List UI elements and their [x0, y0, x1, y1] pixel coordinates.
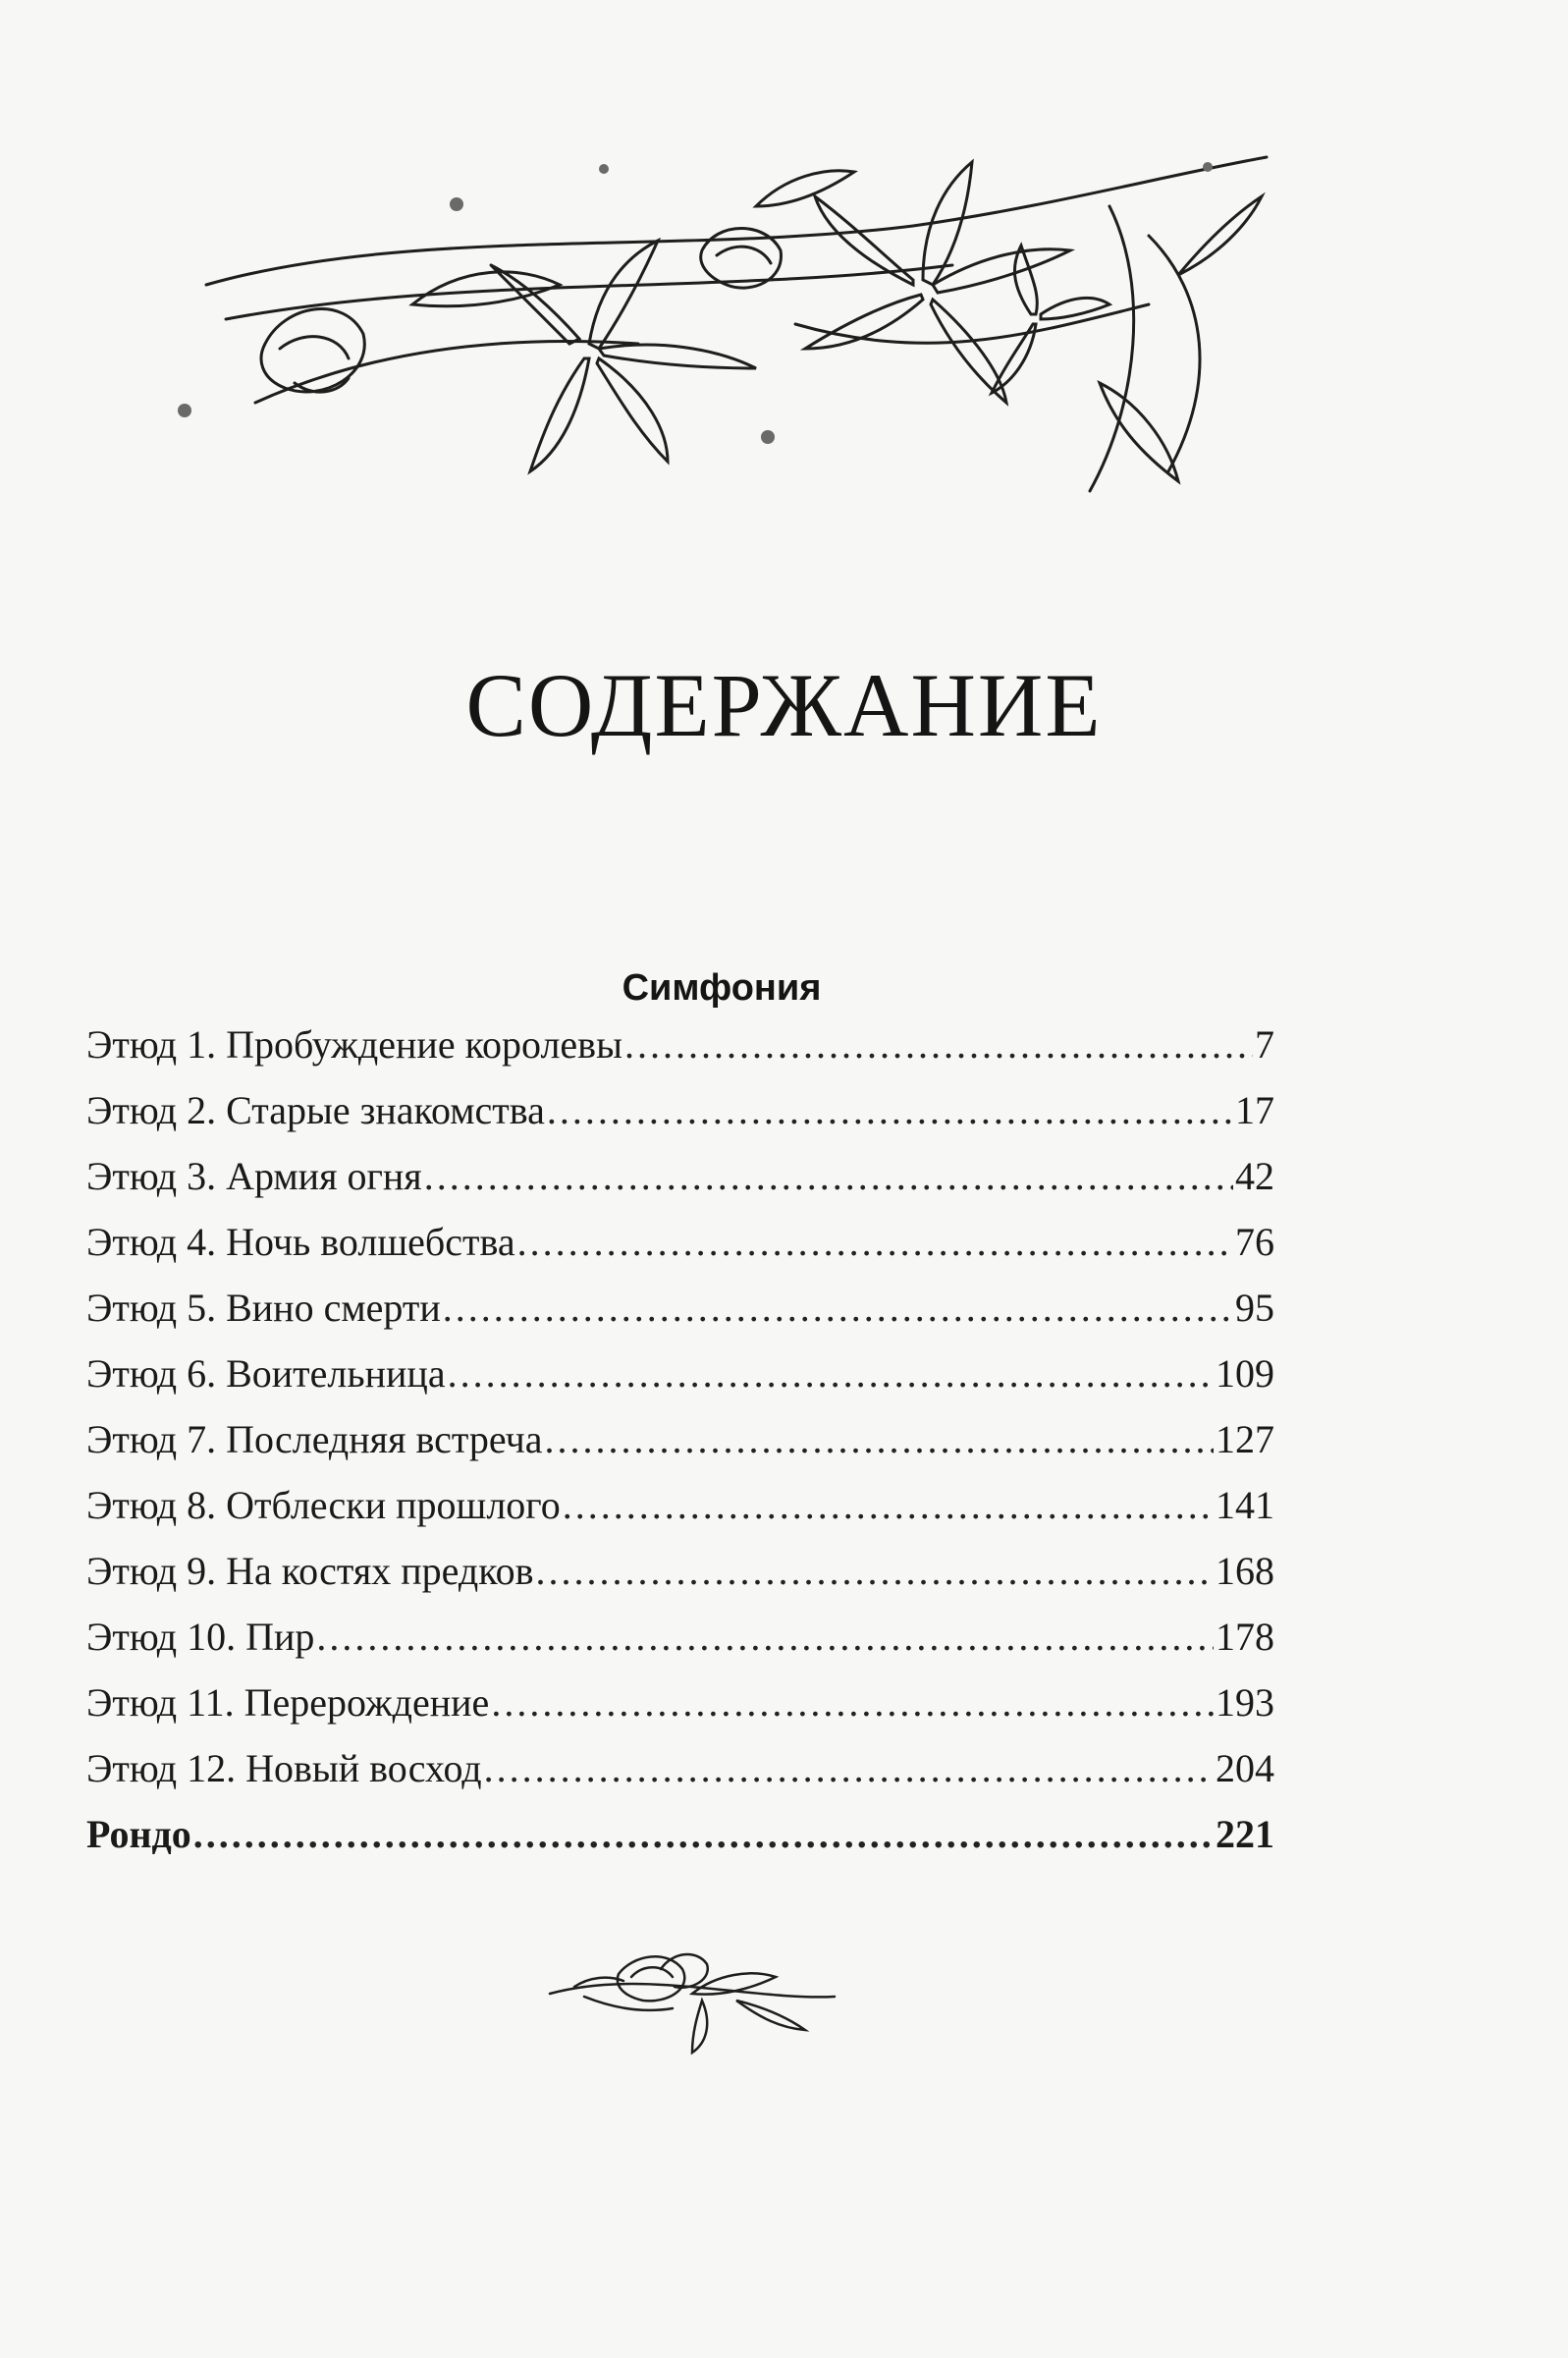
toc-entry — [86, 1614, 1274, 1679]
toc-entry-title: Этюд 8. Отблески прошлого — [86, 1483, 561, 1527]
toc-leader-dots — [563, 1482, 1214, 1528]
toc-entry-page: 109 — [1216, 1351, 1274, 1396]
toc-entry-title: Этюд 11. Перерождение — [86, 1680, 490, 1725]
page-title: СОДЕРЖАНИЕ — [465, 655, 1103, 755]
toc-leader-dots — [316, 1614, 1214, 1660]
toc-entry — [86, 1285, 1274, 1350]
toc-entry — [86, 1153, 1274, 1219]
toc-entry-page: 127 — [1216, 1417, 1274, 1461]
toc-entry-title: Этюд 4. Ночь волшебства — [86, 1220, 515, 1264]
toc-entry-title: Рондо — [86, 1812, 191, 1856]
toc-leader-dots — [544, 1416, 1214, 1462]
flower-bud-ornament-icon — [545, 1940, 839, 2057]
toc-entry-title: Этюд 2. Старые знакомства — [86, 1088, 545, 1132]
toc-entry-title: Этюд 12. Новый восход — [86, 1746, 482, 1790]
toc-entry-page: 204 — [1216, 1746, 1274, 1790]
toc-leader-dots — [424, 1153, 1233, 1199]
toc-entry-title: Этюд 3. Армия огня — [86, 1154, 422, 1198]
toc-entry-page: 7 — [1255, 1022, 1274, 1067]
toc-leader-dots — [491, 1679, 1214, 1726]
toc-entry — [86, 1745, 1274, 1811]
toc-leader-dots — [448, 1350, 1214, 1397]
toc-entry — [86, 1548, 1274, 1614]
toc-leader-dots — [517, 1219, 1233, 1265]
toc-entry-title: Этюд 1. Пробуждение королевы — [86, 1022, 622, 1067]
toc-entry-page: 141 — [1216, 1483, 1274, 1527]
toc-entry-title: Этюд 5. Вино смерти — [86, 1286, 441, 1330]
toc-leader-dots — [193, 1811, 1214, 1857]
toc-entry-title: Этюд 6. Воительница — [86, 1351, 446, 1396]
toc-entry-page: 95 — [1235, 1286, 1274, 1330]
toc-entry-page: 76 — [1235, 1220, 1274, 1264]
toc-entry-page: 193 — [1216, 1680, 1274, 1725]
toc-leader-dots — [484, 1745, 1214, 1791]
toc-entry-page: 168 — [1216, 1549, 1274, 1593]
toc-leader-dots — [547, 1087, 1233, 1133]
toc-entry — [86, 1416, 1274, 1482]
toc-entry-page: 221 — [1216, 1812, 1274, 1856]
toc-entry-rondo — [86, 1811, 1274, 1877]
toc-entry — [86, 1219, 1274, 1285]
table-of-contents — [86, 1021, 1274, 1877]
toc-entry — [86, 1679, 1274, 1745]
toc-entry-title: Этюд 10. Пир — [86, 1615, 315, 1659]
section-heading: Симфония — [622, 967, 822, 1009]
toc-leader-dots — [536, 1548, 1214, 1594]
floral-ornament-icon — [167, 147, 1296, 521]
toc-entry — [86, 1350, 1274, 1416]
toc-entry-title: Этюд 9. На костях предков — [86, 1549, 534, 1593]
toc-entry — [86, 1482, 1274, 1548]
toc-leader-dots — [624, 1021, 1253, 1068]
toc-entry — [86, 1021, 1274, 1087]
toc-entry-page: 42 — [1235, 1154, 1274, 1198]
toc-entry-page: 178 — [1216, 1615, 1274, 1659]
toc-leader-dots — [443, 1285, 1233, 1331]
toc-entry-page: 17 — [1235, 1088, 1274, 1132]
toc-entry — [86, 1087, 1274, 1153]
toc-entry-title: Этюд 7. Последняя встреча — [86, 1417, 543, 1461]
